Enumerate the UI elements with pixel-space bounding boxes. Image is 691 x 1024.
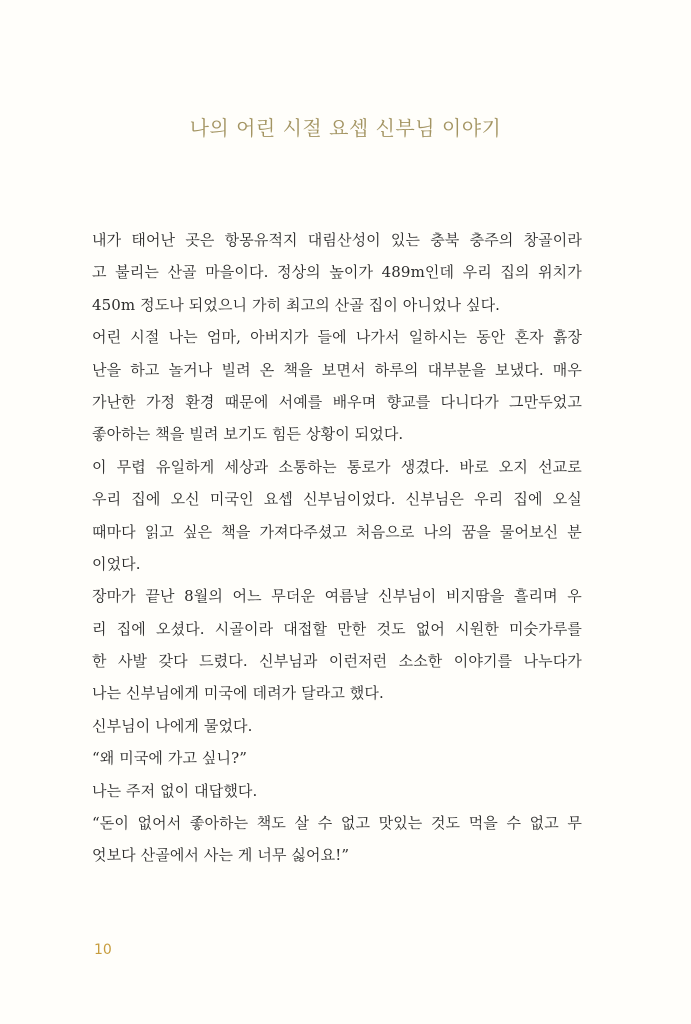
text-word: 갖다 bbox=[158, 652, 188, 671]
text-word: 온 bbox=[259, 360, 275, 379]
text-word: 나는 bbox=[168, 328, 198, 347]
text-word: 비지땀을 bbox=[445, 587, 505, 606]
text-word: 오실 bbox=[552, 490, 582, 509]
text-line: 나는 주저 없이 대답했다. bbox=[92, 781, 258, 800]
text-word: 오셨다. bbox=[156, 619, 205, 638]
text-word: 들에 bbox=[317, 328, 347, 347]
text-line bbox=[92, 613, 582, 645]
text-word: 집에 bbox=[116, 619, 146, 638]
text-word: 소소한 bbox=[398, 652, 443, 671]
text-word: 서예를 bbox=[278, 392, 323, 411]
text-word: 책을 bbox=[283, 360, 313, 379]
text-word: 요셉 bbox=[263, 490, 293, 509]
text-word: 집에 bbox=[131, 490, 161, 509]
text-word: 집에 bbox=[513, 490, 543, 509]
text-word: 무더운 bbox=[271, 587, 316, 606]
text-word: 시절 bbox=[130, 328, 160, 347]
text-word: 수 bbox=[317, 814, 333, 833]
text-word: 높이가 bbox=[329, 263, 374, 282]
text-word: 소통하는 bbox=[278, 457, 337, 476]
text-line bbox=[92, 256, 582, 288]
text-word: 아버지가 bbox=[250, 328, 309, 347]
text-word: 통로가 bbox=[346, 457, 391, 476]
page-title: 나의 어린 시절 요셉 신부님 이야기 bbox=[189, 116, 502, 140]
text-word: 책도 bbox=[256, 814, 286, 833]
text-word: 때마다 bbox=[92, 522, 136, 541]
text-word: 집의 bbox=[500, 263, 530, 282]
text-word: 여름날 bbox=[324, 587, 369, 606]
text-word: 이야기를 bbox=[453, 652, 513, 671]
text-word: 하루의 bbox=[374, 360, 419, 379]
text-word: 489m인데 bbox=[381, 263, 455, 282]
text-word: 보면서 bbox=[321, 360, 366, 379]
text-word: 장마가 bbox=[92, 587, 136, 606]
text-line: “왜 미국에 가고 싶니?” bbox=[92, 749, 248, 768]
text-word: 우리 bbox=[462, 263, 492, 282]
text-word: 신부님과 bbox=[259, 652, 318, 671]
text-word: 오지 bbox=[498, 457, 528, 476]
text-word: 읽고 bbox=[144, 522, 174, 541]
text-word: 책을 bbox=[221, 522, 251, 541]
text-word: 8월의 bbox=[184, 587, 223, 606]
text-word: 어느 bbox=[232, 587, 262, 606]
text-word: 꿈을 bbox=[461, 522, 491, 541]
text-word: 충주의 bbox=[469, 231, 514, 249]
text-line bbox=[92, 483, 582, 515]
text-word: 무 bbox=[567, 814, 582, 833]
text-word: 것도 bbox=[376, 619, 406, 638]
text-word: 우 bbox=[567, 587, 582, 606]
text-word: 때문에 bbox=[224, 392, 269, 411]
text-word: 미국인 bbox=[209, 490, 254, 509]
text-line: 신부님이 나에게 물었다. bbox=[92, 716, 253, 735]
text-line bbox=[92, 354, 582, 386]
text-word: 만한 bbox=[337, 619, 367, 638]
text-line bbox=[92, 451, 582, 483]
text-word: 정상의 bbox=[276, 263, 321, 282]
text-line: 좋아하는 책을 빌려 보기도 힘든 상황이 되었다. bbox=[92, 425, 404, 444]
text-word: 산골 bbox=[167, 263, 197, 282]
text-word: 충북 bbox=[430, 231, 460, 249]
text-word: 수 bbox=[506, 814, 522, 833]
text-word: 창골이라 bbox=[523, 231, 582, 249]
text-word: 나의 bbox=[423, 522, 453, 541]
text-line bbox=[92, 224, 582, 256]
text-word: 가져다주셨고 bbox=[259, 522, 348, 541]
text-word: 어린 bbox=[92, 328, 122, 347]
text-word: 마을이다. bbox=[205, 263, 269, 282]
text-word: 나누다가 bbox=[523, 652, 582, 671]
text-line: 이었다. bbox=[92, 554, 141, 573]
text-word: 없고 bbox=[340, 814, 371, 833]
body-text bbox=[92, 224, 582, 872]
text-word: 다니다가 bbox=[440, 392, 499, 411]
text-line bbox=[92, 580, 582, 612]
text-word: 먹을 bbox=[468, 814, 498, 833]
text-word: 가정 bbox=[145, 392, 176, 411]
text-line bbox=[92, 807, 582, 839]
text-word: 이런저런 bbox=[328, 652, 388, 671]
text-word: 유일하게 bbox=[156, 457, 215, 476]
text-word: 위치가 bbox=[538, 263, 582, 282]
text-word: 오신 bbox=[170, 490, 200, 509]
text-word: “돈이 bbox=[92, 814, 129, 833]
text-word: 환경 bbox=[185, 392, 215, 411]
text-word: 시원한 bbox=[455, 619, 499, 638]
text-line bbox=[92, 321, 582, 353]
text-line: 나는 신부님에게 미국에 데려가 달라고 했다. bbox=[92, 684, 384, 703]
text-word: 한 bbox=[92, 652, 107, 671]
text-word: 난을 bbox=[92, 360, 122, 379]
text-word: 바로 bbox=[459, 457, 489, 476]
text-word: 세상과 bbox=[224, 457, 269, 476]
text-word: 향교를 bbox=[386, 392, 431, 411]
text-word: 혼자 bbox=[514, 328, 544, 347]
text-word: 항몽유적지 bbox=[224, 231, 298, 249]
text-word: 없고 bbox=[529, 814, 559, 833]
text-word: 무렵 bbox=[116, 457, 146, 476]
text-word: 대접할 bbox=[283, 619, 328, 638]
text-word: 것도 bbox=[430, 814, 461, 833]
text-word: 배우며 bbox=[332, 392, 377, 411]
text-word: 우리 bbox=[474, 490, 504, 509]
text-word: 나가서 bbox=[355, 328, 400, 347]
text-line bbox=[92, 645, 582, 677]
text-word: 신부님이었다. bbox=[303, 490, 396, 509]
page-number: 10 bbox=[94, 942, 112, 958]
text-word: 끝난 bbox=[145, 587, 175, 606]
text-word: 흙장 bbox=[552, 328, 582, 347]
text-word: 신부님이 bbox=[378, 587, 437, 606]
text-word: 그만두었고 bbox=[509, 392, 582, 411]
text-word: 있는 bbox=[390, 231, 421, 249]
text-word: 좋아하는 bbox=[189, 814, 249, 833]
text-word: 대림산성이 bbox=[307, 231, 381, 249]
text-word: 생겼다. bbox=[400, 457, 450, 476]
text-word: 일하시는 bbox=[408, 328, 468, 347]
text-word: 동안 bbox=[476, 328, 506, 347]
text-word: 없어서 bbox=[137, 814, 182, 833]
text-word: 내가 bbox=[92, 231, 122, 249]
text-word: 엄마, bbox=[206, 328, 241, 347]
text-word: 신부님은 bbox=[405, 490, 464, 509]
text-word: 시골이라 bbox=[214, 619, 274, 638]
text-word: 사발 bbox=[117, 652, 148, 671]
text-line bbox=[92, 386, 582, 418]
text-word: 살 bbox=[294, 814, 310, 833]
text-word: 대부분을 bbox=[427, 360, 486, 379]
text-word: 놀거나 bbox=[168, 360, 213, 379]
text-word: 고 bbox=[92, 263, 107, 282]
text-word: 불리는 bbox=[115, 263, 159, 282]
text-word: 이 bbox=[92, 457, 107, 476]
text-word: 맛있는 bbox=[378, 814, 423, 833]
text-word: 분 bbox=[567, 522, 582, 541]
text-word: 처음으로 bbox=[356, 522, 415, 541]
text-word: 싶은 bbox=[183, 522, 213, 541]
text-word: 보냈다. bbox=[495, 360, 544, 379]
text-word: 선교로 bbox=[538, 457, 582, 476]
text-word: 곳은 bbox=[185, 231, 215, 249]
text-word: 리 bbox=[92, 619, 107, 638]
text-word: 물어보신 bbox=[499, 522, 559, 541]
text-word: 가난한 bbox=[92, 392, 136, 411]
text-line: 450m 정도나 되었으니 가히 최고의 산골 집이 아니었나 싶다. bbox=[92, 295, 501, 314]
text-word: 미숫가루를 bbox=[509, 619, 582, 638]
text-word: 매우 bbox=[552, 360, 582, 379]
text-word: 드렸다. bbox=[199, 652, 248, 671]
text-word: 없어 bbox=[415, 619, 446, 638]
text-word: 우리 bbox=[92, 490, 122, 509]
text-word: 흘리며 bbox=[513, 587, 558, 606]
text-word: 태어난 bbox=[131, 231, 176, 249]
text-line bbox=[92, 516, 582, 548]
text-line: 엇보다 산골에서 사는 게 너무 싫어요!” bbox=[92, 846, 350, 865]
text-word: 빌려 bbox=[221, 360, 251, 379]
text-word: 하고 bbox=[130, 360, 160, 379]
